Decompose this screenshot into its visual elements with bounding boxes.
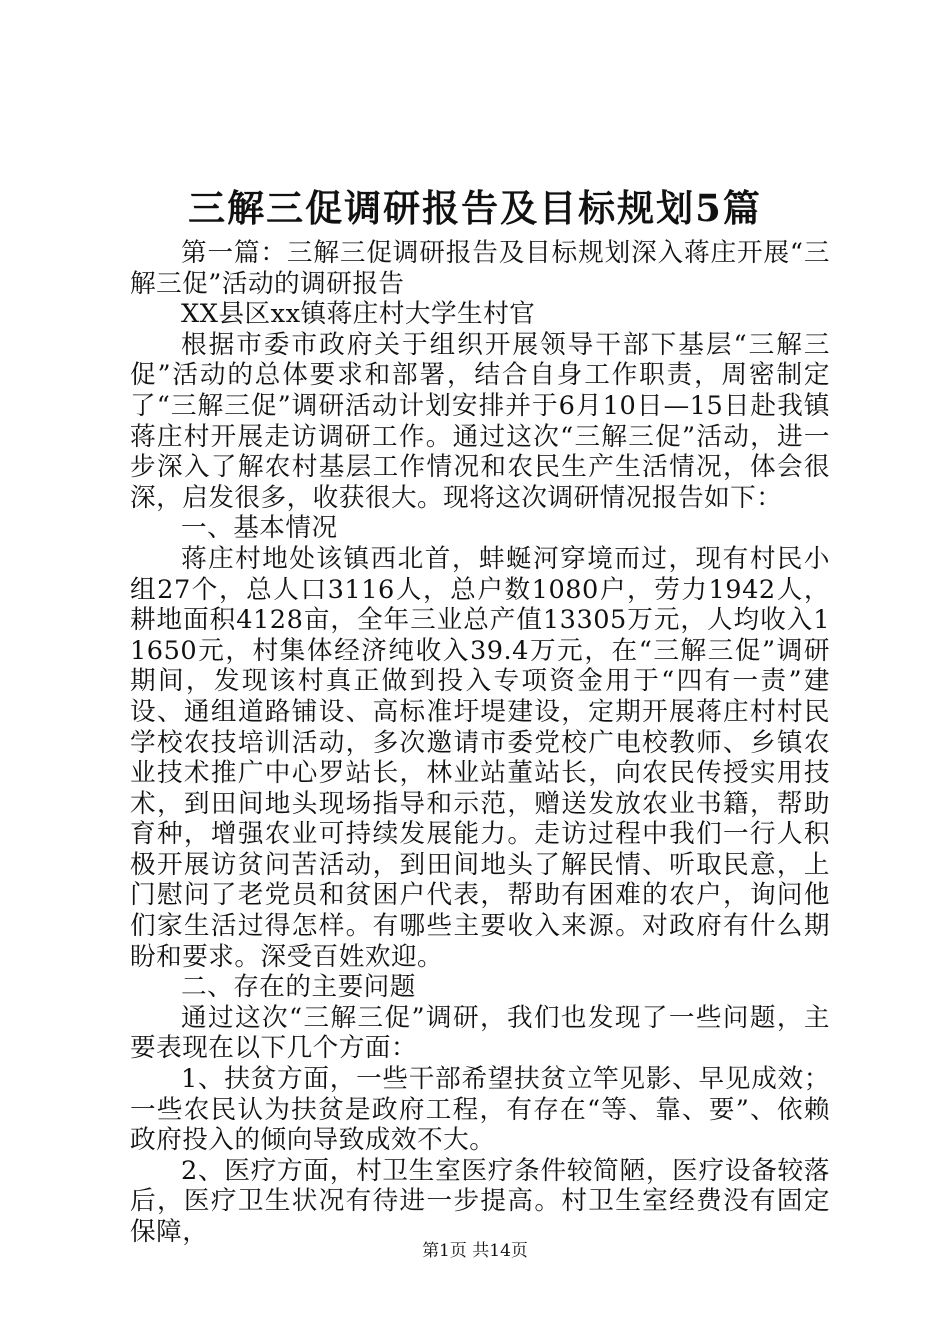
paragraph-poverty: 1、扶贫方面，一些干部希望扶贫立竿见影、早见成效；一些农民认为扶贫是政府工程，有存在“等、靠、要”、依赖政府投入的倾向导致成效不大。 [130,1064,830,1156]
paragraph-medical: 2、医疗方面，村卫生室医疗条件较简陋，医疗设备较落后，医疗卫生状况有待进一步提高。村卫生室经费没有固定保障， [130,1155,830,1247]
paragraph-basic-info: 蒋庄村地处该镇西北首，蚌蜒河穿境而过，现有村民小组27个，总人口3116人，总户数1080户，劳力1942人，耕地面积4128亩，全年三业总产值13305万元，人均收入11650元，村集体经济纯收入39.4万元，在“三解三促”调研期间，发现该村真正做到投入专项资金用于“四有一责”建设、通组道路铺设、高标准圩堤建设，定期开展蒋庄村村民学校农技培训活动，多次邀请市委党校广电校教师、乡镇农业技术推广中心罗站长，林业站董站长，向农民传授实用技术，到田间地头现场指导和示范，赠送发放农业书籍，帮助育种，增强农业可持续发展能力。走访过程中我们一行人积极开展访贫问苦活动，到田间地头了解民情、听取民意，上门慰问了老党员和贫困户代表，帮助有困难的农户，询问他们家生活过得怎样。有哪些主要收入来源。对政府有什么期盼和要求。深受百姓欢迎。 [130,543,830,972]
paragraph-intro: 第一篇：三解三促调研报告及目标规划深入蒋庄开展“三解三促”活动的调研报告 [130,238,830,299]
document-body [130,238,830,1248]
section-heading-problems: 二、存在的主要问题 [181,972,416,1003]
section-heading-basic: 一、基本情况 [181,513,338,544]
paragraph-problems-intro: 通过这次“三解三促”调研，我们也发现了一些问题，主要表现在以下几个方面： [130,1002,830,1064]
page-number-footer: 第1页 共14页 [422,1241,528,1261]
document-title: 三解三促调研报告及目标规划5篇 [188,186,762,230]
paragraph-author: XX县区xx镇蒋庄村大学生村官 [181,299,536,330]
paragraph-background: 根据市委市政府关于组织开展领导干部下基层“三解三促”活动的总体要求和部署，结合自身工作职责，周密制定了“三解三促”调研活动计划安排并于6月10日—15日赴我镇蒋庄村开展走访调研工作。通过这次“三解三促”活动，进一步深入了解农村基层工作情况和农民生产生活情况，体会很深，启发很多，收获很大。现将这次调研情况报告如下： [130,329,830,513]
